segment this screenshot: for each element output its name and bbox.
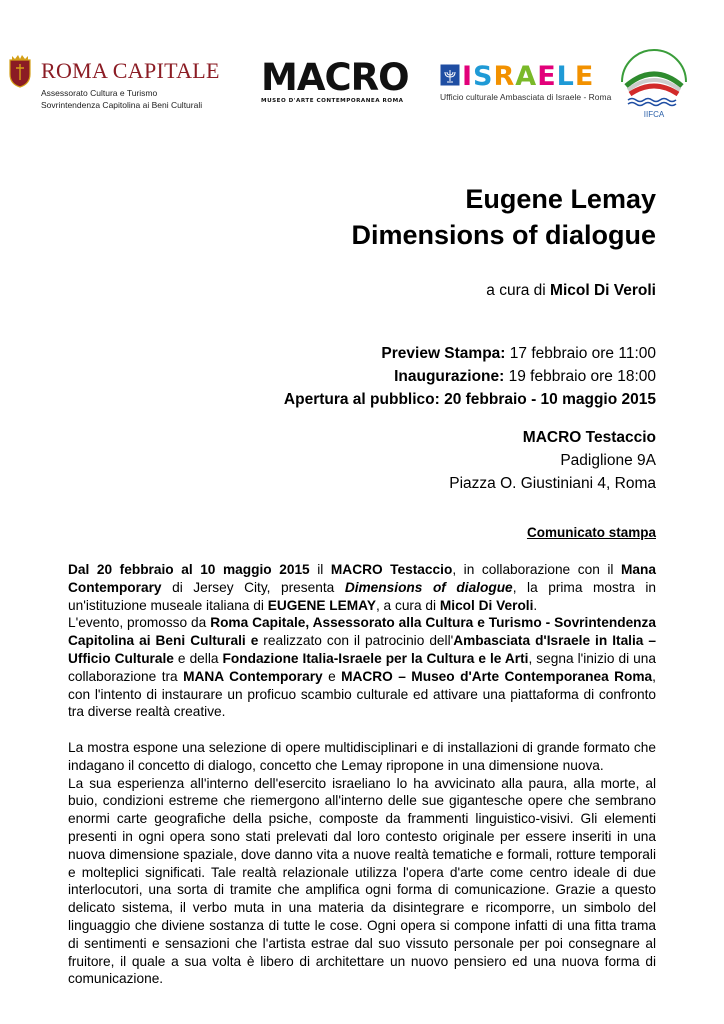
text-run: , con l'intento di instaurare un proficuo scambio culturale ed attivare una piattaforma di confronto tra diverse realtà creative.: [68, 668, 656, 720]
roma-capitale-name: ROMA CAPITALE: [41, 58, 220, 83]
text-run: Roma Capitale, Assessorato alla Cultura e Turismo - Sovrintendenza Capitolina ai Beni Culturali e: [68, 615, 656, 649]
text-run: , la prima mostra in un'istituzione museale italiana di: [68, 579, 656, 613]
roma-capitale-line1: Assessorato Cultura e Turismo: [41, 88, 158, 98]
menorah-emblem-icon: [440, 64, 460, 86]
inauguration-line: [394, 368, 656, 386]
israele-letter: L: [556, 61, 575, 92]
press-release-heading: Comunicato stampa: [526, 525, 656, 540]
venue-address: Piazza O. Giustiniani 4, Roma: [449, 475, 656, 492]
inauguration-value: 19 febbraio ore 18:00: [508, 368, 656, 385]
preview-label: Preview Stampa:: [381, 345, 506, 362]
paragraph-event: [68, 614, 656, 721]
iifca-name: IIFCA: [643, 110, 665, 119]
israele-letter: R: [493, 61, 516, 92]
exhibition-title: Dimensions of dialogue: [351, 220, 656, 250]
macro-name: MACRO: [261, 56, 409, 99]
text-run: , a cura di: [375, 597, 440, 613]
text-run: MACRO Testaccio: [330, 562, 453, 577]
inauguration-label: Inaugurazione:: [394, 368, 505, 385]
iifca-emblem-icon: [614, 42, 694, 122]
text-run: EUGENE LEMAY: [267, 597, 376, 613]
opening-line: Apertura al pubblico: 20 febbraio - 10 maggio 2015: [283, 391, 656, 408]
text-run: , in collaborazione con il: [452, 562, 622, 577]
venue-name: MACRO Testaccio: [522, 429, 656, 446]
israele-subtitle: Ufficio culturale Ambasciata di Israele - Roma: [440, 92, 612, 102]
exhibition-artist: Eugene Lemay: [465, 184, 656, 214]
text-run: e: [322, 668, 342, 684]
text-run: Fondazione Italia-Israele per la Cultura e le Arti: [222, 650, 529, 666]
israele-letter: I: [462, 61, 474, 92]
venue-pavilion: Padiglione 9A: [560, 452, 656, 469]
israele-letter: E: [537, 61, 557, 92]
text-run: MACRO – Museo d'Arte Contemporanea Roma: [341, 668, 653, 684]
text-run: .: [533, 597, 538, 613]
text-run: Dal 20 febbraio al 10 maggio 2015: [68, 562, 310, 577]
israele-logo: [440, 61, 612, 114]
header-logos: [0, 42, 724, 122]
roma-crest-icon: [7, 54, 33, 88]
israele-letter: A: [515, 61, 538, 92]
curator-name: Micol Di Veroli: [550, 282, 656, 299]
preview-value: 17 febbraio ore 11:00: [509, 345, 656, 362]
macro-subtitle: MUSEO D'ARTE CONTEMPORANEA ROMA: [261, 98, 404, 104]
text-run: Mana Contemporary: [68, 562, 657, 595]
text-run: e della: [173, 650, 223, 666]
paragraph-intro: [68, 561, 656, 614]
text-run: Micol Di Veroli: [439, 597, 534, 613]
text-run: L'evento, promosso da: [68, 615, 211, 631]
text-run: Dimensions of dialogue: [344, 579, 513, 595]
roma-capitale-logo: [7, 54, 247, 114]
text-run: il: [309, 562, 331, 577]
text-run: Ambasciata d'Israele in Italia – Ufficio Culturale: [68, 633, 656, 666]
text-run: , segna l'inizio di una collaborazione tra: [68, 650, 656, 684]
israele-letter: S: [473, 61, 494, 92]
macro-logo: [261, 56, 411, 110]
iifca-logo: [614, 42, 694, 122]
paragraph-experience: La sua esperienza all'interno dell'esercito israeliano lo ha avvicinato alla paura, alla morte, al buio, condizioni estreme che riemergono all'interno delle sue gigantesche opere che sembrano enormi carte geografiche della psiche, composte da frammenti linguistico-visivi. Gli elementi presenti in ogni opera sono stati prelevati dal loro contesto originale per essere inseriti in una nuova dimensione spaziale, dove danno vita a nuove realtà tematiche e formali, rotture temporali e molteplici significati. Tale realtà relazionale utilizza l'opera d'arte come centro ideale di due interlocutori, una sorta di tramite che amplifica ogni forma di comunicazione. Grazie a questo delicato sistema, il verbo muta in una materia da disintegrare e ricomporre, un simbolo del linguaggio che diviene sostanza di tutte le cose. Ogni opera si compone infatti di una fitta trama di sentimenti e sensazioni che l'artista estrae dal suo vissuto personale per poi consegnare al fruitore, il quale a sua volta è libero di architettare un nuovo pensiero ed una nuova forma di comunicazione.: [68, 775, 656, 987]
press-release-body: [68, 561, 656, 988]
israele-letter: E: [574, 61, 595, 92]
preview-line: [381, 345, 656, 363]
paragraph-exhibition: La mostra espone una selezione di opere multidisciplinari e di installazioni di grande formato che indagano il concetto di dialogo, concetto che Lemay ripropone in una dimensione nuova.: [68, 739, 656, 773]
israele-name: [462, 61, 594, 92]
text-run: MANA Contemporary: [183, 668, 323, 684]
curator-line: [486, 282, 656, 300]
text-run: di Jersey City, presenta: [161, 579, 345, 595]
curator-prefix: a cura di: [486, 282, 546, 299]
roma-capitale-line2: Sovrintendenza Capitolina ai Beni Culturali: [41, 100, 203, 110]
text-run: realizzato con il patrocinio dell': [258, 633, 454, 649]
